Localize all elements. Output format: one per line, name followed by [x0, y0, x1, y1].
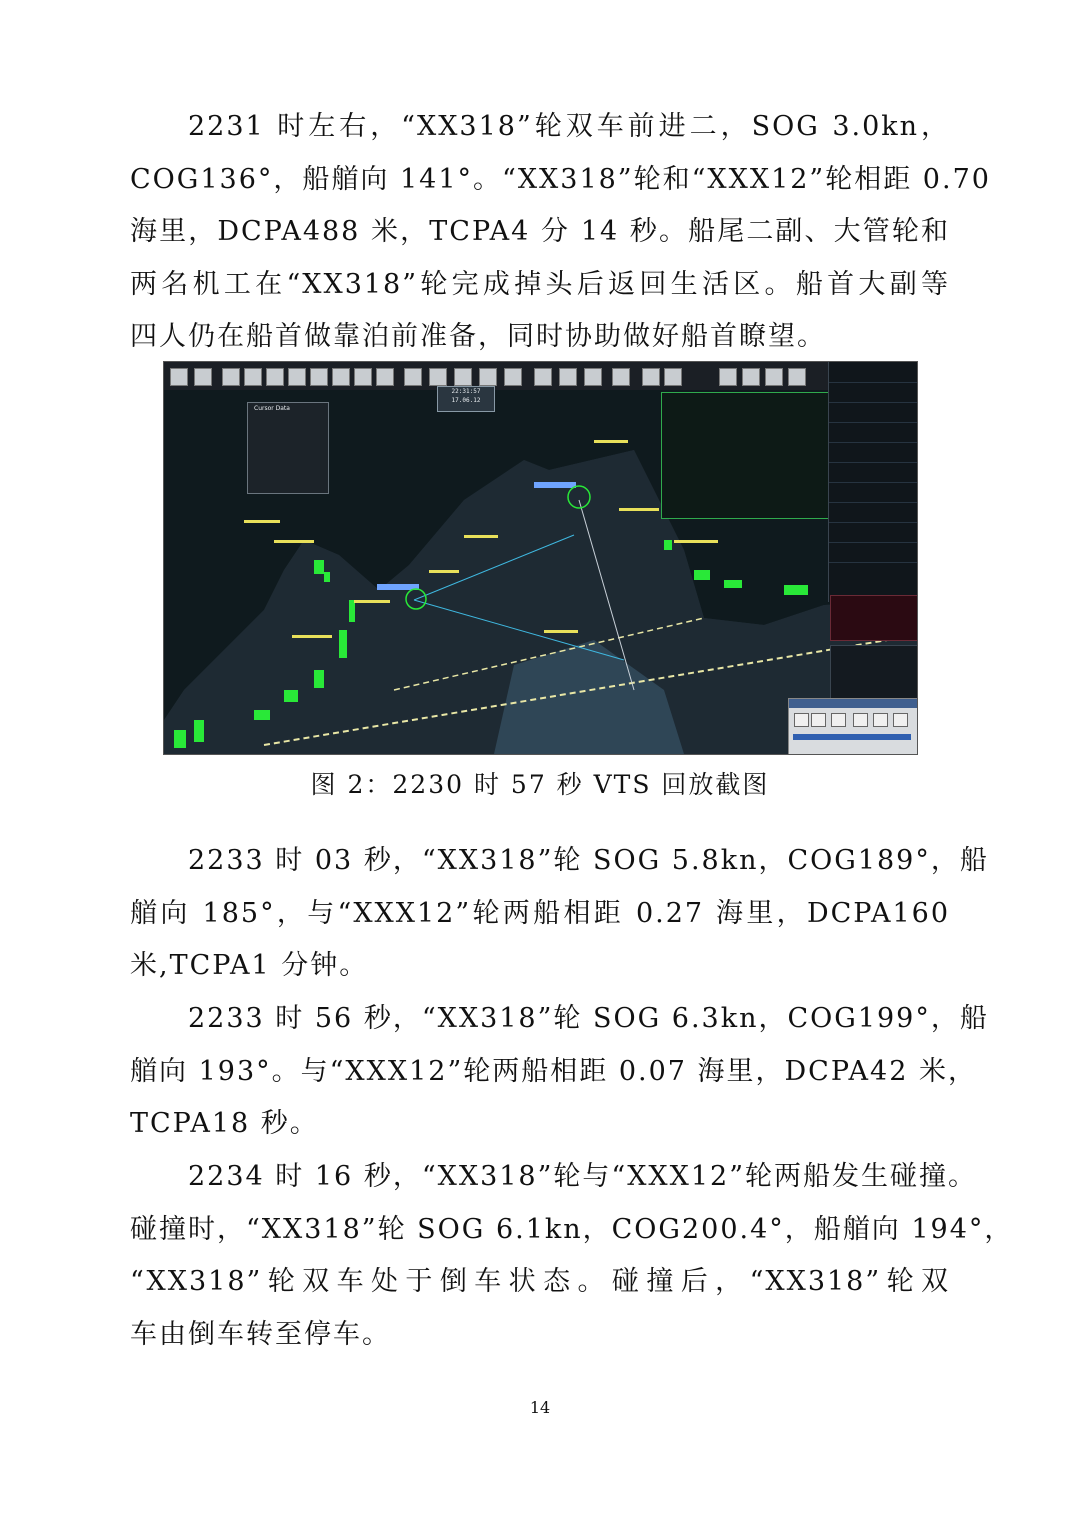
figure-caption: 图 2：2230 时 57 秒 VTS 回放截图 — [310, 770, 770, 799]
grid-icon — [584, 368, 602, 386]
p2-line: 米,TCPA1 分钟。 — [130, 950, 369, 981]
paragraph-4 — [130, 1151, 1014, 1361]
radar-icon — [788, 368, 806, 386]
alarm-history — [830, 645, 918, 699]
toolbar-button — [170, 368, 188, 386]
replay-time-box — [437, 386, 495, 412]
vts-toolbar — [164, 362, 917, 391]
p3-line: 2233 时 56 秒，“XX318”轮 SOG 6.3kn，COG199°，船 — [188, 1003, 989, 1034]
layers-icon — [332, 368, 350, 386]
layers-icon — [354, 368, 372, 386]
paragraph-2 — [130, 835, 989, 993]
p4-line: “XX318”轮双车处于倒车状态。碰撞后，“XX318”轮双 — [130, 1266, 950, 1297]
p4-line: 碰撞时，“XX318”轮 SOG 6.1kn，COG200.4°，船艏向 194°， — [130, 1213, 1014, 1245]
p4-line: 车由倒车转至停车。 — [130, 1318, 391, 1350]
paragraph-3 — [130, 993, 989, 1151]
pause-icon — [873, 713, 888, 727]
p4-line: 2234 时 16 秒，“XX318”轮与“XXX12”轮两船发生碰撞。 — [188, 1161, 978, 1192]
p1-line: 四人仍在船首做靠泊前准备，同时协助做好船首瞭望。 — [130, 321, 826, 352]
playback-panel — [788, 698, 918, 755]
paragraph-1 — [130, 101, 991, 364]
replay-time: 22:31:57 — [451, 388, 481, 395]
playback-progress — [793, 734, 911, 740]
window-icon — [504, 368, 522, 386]
step-icon — [893, 713, 908, 727]
grid-icon — [559, 368, 577, 386]
layers-icon — [266, 368, 284, 386]
window-icon — [429, 368, 447, 386]
playback-title-bar — [789, 699, 918, 708]
page-number: 14 — [529, 1398, 551, 1417]
cursor-panel-title: Cursor Data — [254, 405, 290, 412]
p1-line: 海里，DCPA488 米，TCPA4 分 14 秒。船尾二副、大管轮和 — [130, 216, 950, 247]
layers-icon — [376, 368, 394, 386]
window-icon — [479, 368, 497, 386]
layers-icon — [222, 368, 240, 386]
replay-date: 17.06.12 — [451, 397, 481, 404]
p2-line: 2233 时 03 秒，“XX318”轮 SOG 5.8kn，COG189°，船 — [188, 845, 989, 876]
p3-line: 艏向 193°。与“XXX12”轮两船相距 0.07 海里，DCPA42 米， — [130, 1055, 977, 1087]
save-icon — [811, 713, 826, 727]
cursor-data-panel — [247, 402, 329, 494]
p1-line: 2231 时左右，“XX318”轮双车前进二，SOG 3.0kn， — [188, 111, 950, 142]
p1-line: COG136°，船艏向 141°。“XX318”轮和“XXX12”轮相距 0.70 — [130, 163, 991, 195]
ship-xxx12 — [534, 482, 576, 488]
record-icon — [831, 713, 846, 727]
layers-icon — [288, 368, 306, 386]
radar-icon — [742, 368, 760, 386]
p1-line: 两名机工在“XX318”轮完成掉头后返回生活区。船首大副等 — [130, 268, 950, 300]
wrench-icon — [642, 368, 660, 386]
window-icon — [404, 368, 422, 386]
layers-icon — [244, 368, 262, 386]
grid-icon — [534, 368, 552, 386]
play-icon — [853, 713, 868, 727]
layers-icon — [310, 368, 328, 386]
toolbar-button — [612, 368, 630, 386]
p2-line: 艏向 185°，与“XXX12”轮两船相距 0.27 海里，DCPA160 — [130, 897, 950, 929]
alarm-list — [830, 595, 918, 641]
target-list — [828, 362, 918, 602]
toolbar-button — [194, 368, 212, 386]
folder-icon — [794, 713, 809, 727]
radar-icon — [719, 368, 737, 386]
vts-replay-screenshot — [163, 361, 918, 755]
toolbar-button — [664, 368, 682, 386]
radar-icon — [765, 368, 783, 386]
p3-line: TCPA18 秒。 — [130, 1108, 319, 1139]
window-icon — [454, 368, 472, 386]
